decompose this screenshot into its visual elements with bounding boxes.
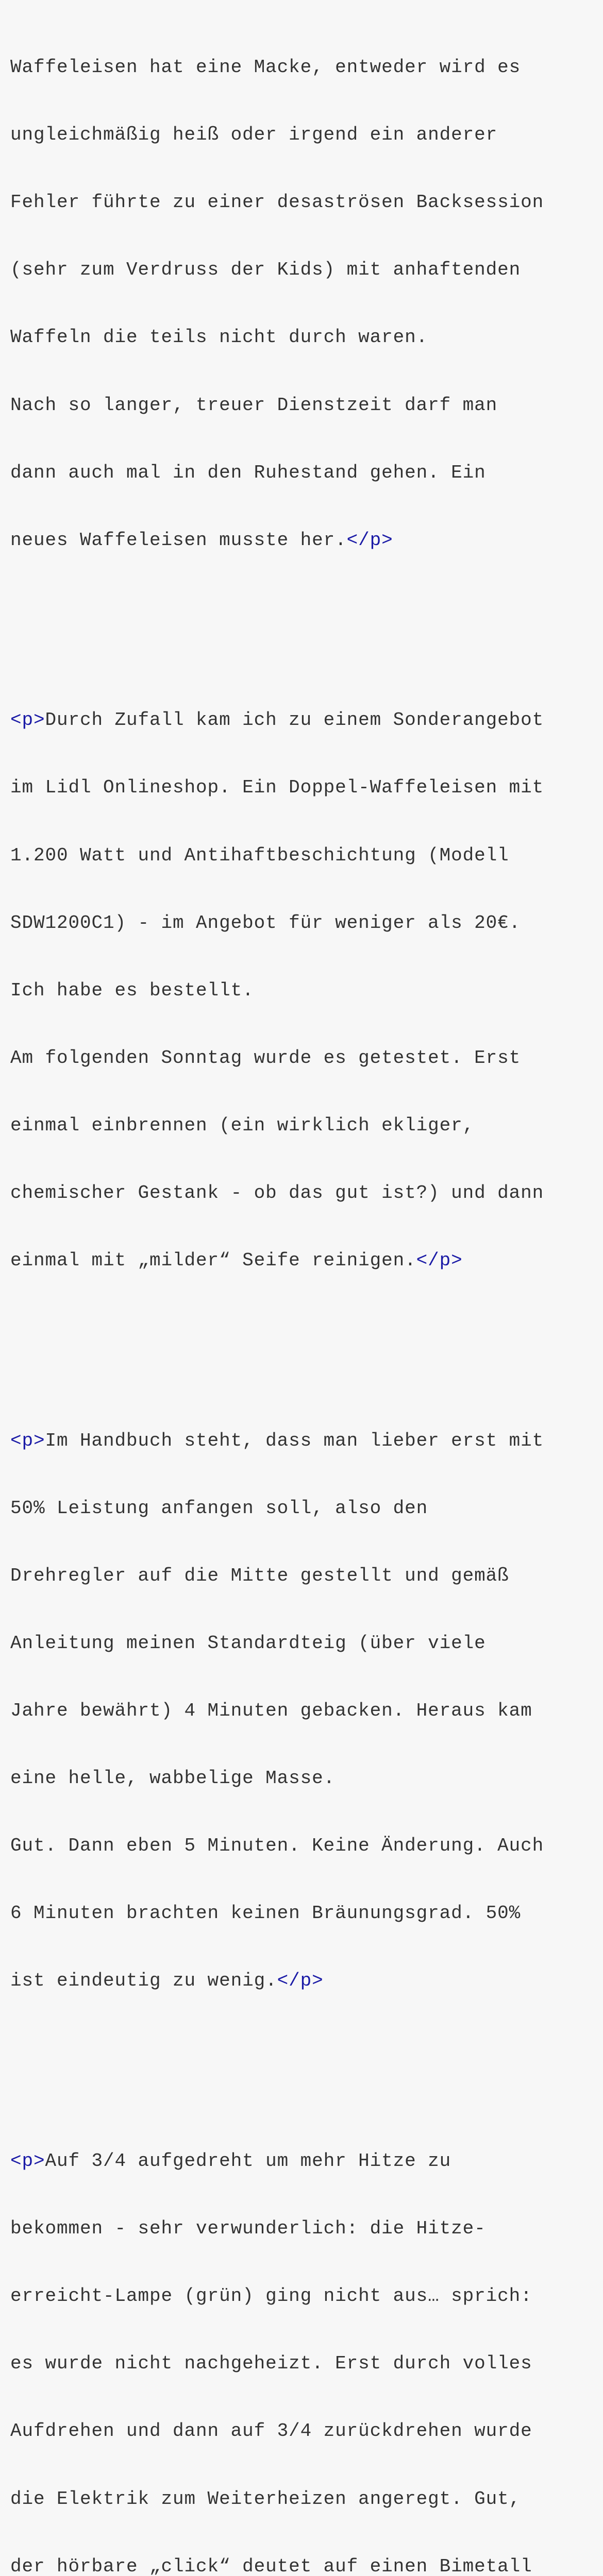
source-line: <p>Im Handbuch steht, dass man lieber erst mit: [10, 1430, 544, 1451]
source-line: neues Waffeleisen musste her.</p>: [10, 529, 393, 551]
paragraph-close-tag: </p>: [346, 529, 393, 551]
source-line: Ich habe es bestellt.: [10, 979, 254, 1001]
source-line: ist eindeutig zu wenig.</p>: [10, 1970, 324, 1992]
source-line: <p>Durch Zufall kam ich zu einem Sonderangebot: [10, 709, 544, 731]
paragraph-open-tag: <p>: [10, 1430, 45, 1451]
source-line: Gut. Dann eben 5 Minuten. Keine Änderung. Auch: [10, 1835, 544, 1857]
source-line: Drehregler auf die Mitte gestellt und gemäß: [10, 1565, 509, 1586]
source-line: Jahre bewährt) 4 Minuten gebacken. Heraus kam: [10, 1700, 532, 1722]
source-line: Fehler führte zu einer desaströsen Backsession: [10, 192, 544, 213]
source-line: die Elektrik zum Weiterheizen angeregt. Gut,: [10, 2488, 521, 2510]
source-line: eine helle, wabbelige Masse.: [10, 1768, 336, 1789]
source-line: 6 Minuten brachten keinen Bräunungsgrad. 50%: [10, 1903, 521, 1924]
source-line: Waffeln die teils nicht durch waren.: [10, 327, 428, 348]
source-line: (sehr zum Verdruss der Kids) mit anhaftenden: [10, 259, 521, 281]
source-line: chemischer Gestank - ob das gut ist?) und dann: [10, 1182, 544, 1204]
source-line: SDW1200C1) - im Angebot für weniger als 20€.: [10, 912, 521, 934]
source-line: einmal mit „milder“ Seife reinigen.</p>: [10, 1250, 463, 1272]
paragraph-open-tag: <p>: [10, 709, 45, 731]
source-line: Anleitung meinen Standardteig (über viele: [10, 1632, 486, 1654]
source-line: Nach so langer, treuer Dienstzeit darf man: [10, 394, 498, 416]
paragraph-open-tag: <p>: [10, 2150, 45, 2172]
html-source-view: [10, 0, 598, 2576]
source-line: dann auch mal in den Ruhestand gehen. Ein: [10, 462, 486, 483]
source-line: der hörbare „click“ deutet auf einen Bimetall: [10, 2555, 532, 2576]
source-line: ungleichmäßig heiß oder irgend ein anderer: [10, 124, 498, 146]
source-line: erreicht-Lampe (grün) ging nicht aus… sprich:: [10, 2285, 532, 2307]
source-line: einmal einbrennen (ein wirklich ekliger,: [10, 1114, 475, 1136]
source-line: es wurde nicht nachgeheizt. Erst durch volles: [10, 2353, 532, 2375]
source-line: bekommen - sehr verwunderlich: die Hitze-: [10, 2218, 486, 2240]
source-line: 50% Leistung anfangen soll, also den: [10, 1497, 428, 1519]
source-line: 1.200 Watt und Antihaftbeschichtung (Modell: [10, 844, 509, 866]
source-line: <p>Auf 3/4 aufgedreht um mehr Hitze zu: [10, 2150, 451, 2172]
source-line: Am folgenden Sonntag wurde es getestet. Erst: [10, 1047, 521, 1069]
blank-line: [10, 597, 598, 619]
blank-line: [10, 2038, 598, 2060]
source-line: im Lidl Onlineshop. Ein Doppel-Waffeleisen mit: [10, 777, 544, 799]
paragraph-close-tag: </p>: [277, 1970, 324, 1992]
source-line: Aufdrehen und dann auf 3/4 zurückdrehen wurde: [10, 2420, 532, 2442]
source-line: Waffeleisen hat eine Macke, entweder wird es: [10, 57, 521, 78]
paragraph-close-tag: </p>: [416, 1250, 463, 1272]
blank-line: [10, 1317, 598, 1340]
